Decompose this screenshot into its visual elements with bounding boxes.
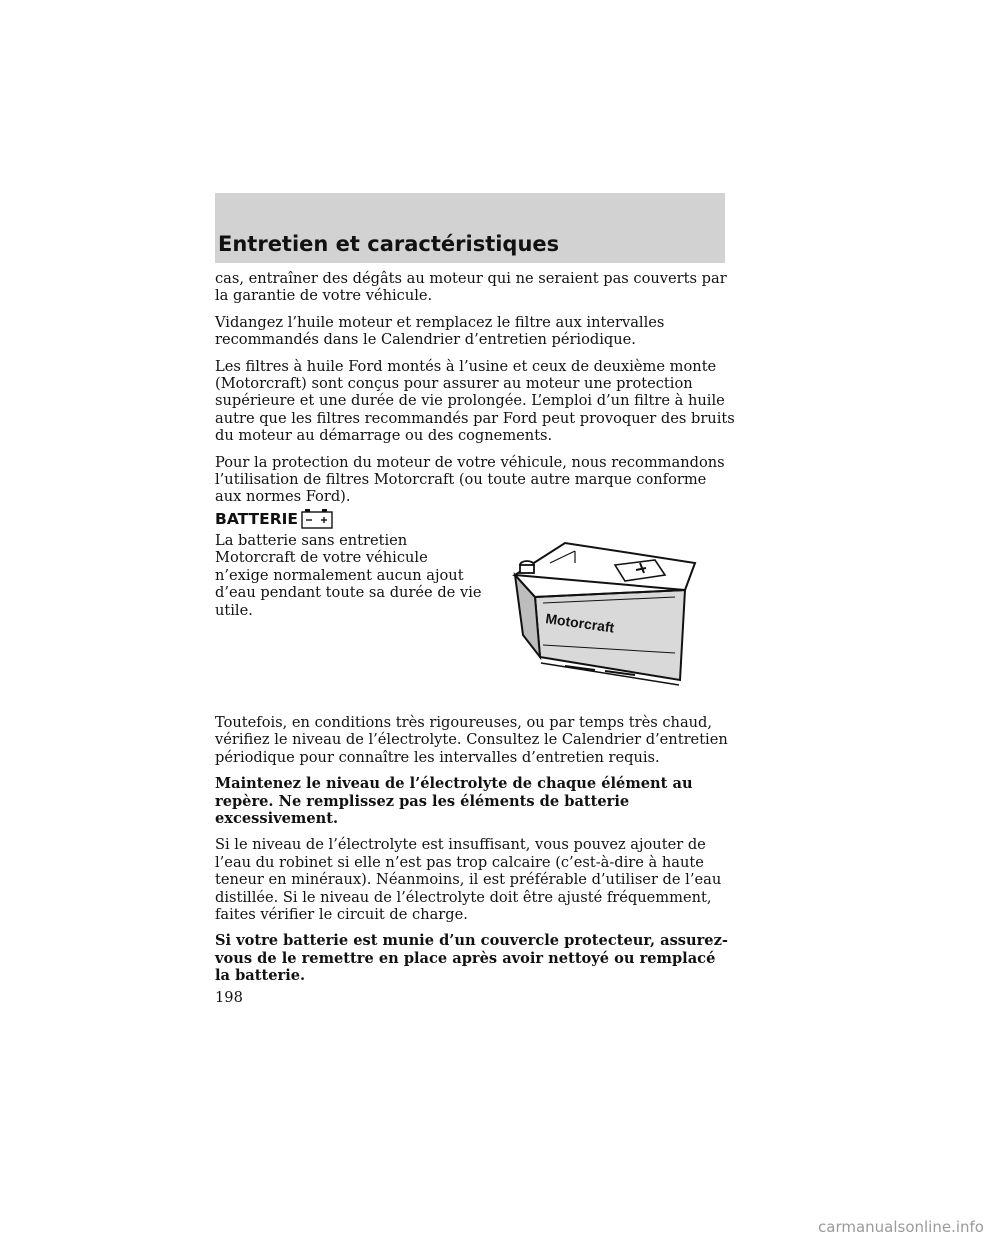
- battery-illustration: [505, 535, 705, 690]
- paragraph: Vidangez l’huile moteur et remplacez le filtre aux intervalles recommandés dans le Calendrier d’entretien périodique.: [215, 313, 665, 349]
- page-number: 198: [215, 989, 243, 1006]
- battery-heading-text: BATTERIE: [215, 510, 298, 528]
- watermark: carmanualsonline.info: [818, 1218, 984, 1236]
- battery-section-heading: [215, 508, 334, 530]
- paragraph: cas, entraîner des dégâts au moteur qui ne seraient pas couverts par la garantie de votre véhicule.: [215, 270, 727, 305]
- battery-intro: La batterie sans entretien Motorcraft de votre véhicule n’exige normalement aucun ajout d’eau pendant toute sa durée de vie utile.: [215, 532, 482, 619]
- warning-paragraph: Si votre batterie est munie d’un couvercle protecteur, assurez-vous de le remettre en place après avoir nettoyé ou remplacé la batterie.: [215, 932, 728, 985]
- paragraph: Si le niveau de l’électrolyte est insuffisant, vous pouvez ajouter de l’eau du robinet si elle n’est pas trop calcaire (c’est-à-dire à haute teneur en minéraux). Néanmoins, il est préférable d’utiliser de l’eau distillée. Si le niveau de l’électrolyte doit être ajusté fréquemment, faites vérifier le circuit de charge.: [215, 836, 722, 924]
- battery-icon: [300, 508, 334, 530]
- page-title: Entretien et caractéristiques: [218, 232, 560, 256]
- paragraph: Toutefois, en conditions très rigoureuses, ou par temps très chaud, vérifiez le niveau de l’électrolyte. Consultez le Calendrier d’entretien périodique pour connaître les intervalles d’entretien requis.: [215, 714, 728, 766]
- body-text-bottom: [215, 714, 735, 994]
- paragraph: Les filtres à huile Ford montés à l’usine et ceux de deuxième monte (Motorcraft) sont conçus pour assurer au moteur une protection supérieure et une durée de vie prolongée. L’emploi d’un filtre à huile autre que les filtres recommandés par Ford peut provoquer des bruits du moteur au démarrage ou des cognements.: [215, 357, 735, 445]
- paragraph: Pour la protection du moteur de votre véhicule, nous recommandons l’utilisation de filtres Motorcraft (ou toute autre marque conforme aux normes Ford).: [215, 453, 725, 506]
- body-text-top: [215, 270, 735, 515]
- battery-brand-label: Motorcraft: [544, 610, 616, 636]
- warning-paragraph: Maintenez le niveau de l’électrolyte de chaque élément au repère. Ne remplissez pas les éléments de batterie excessivement.: [215, 775, 693, 828]
